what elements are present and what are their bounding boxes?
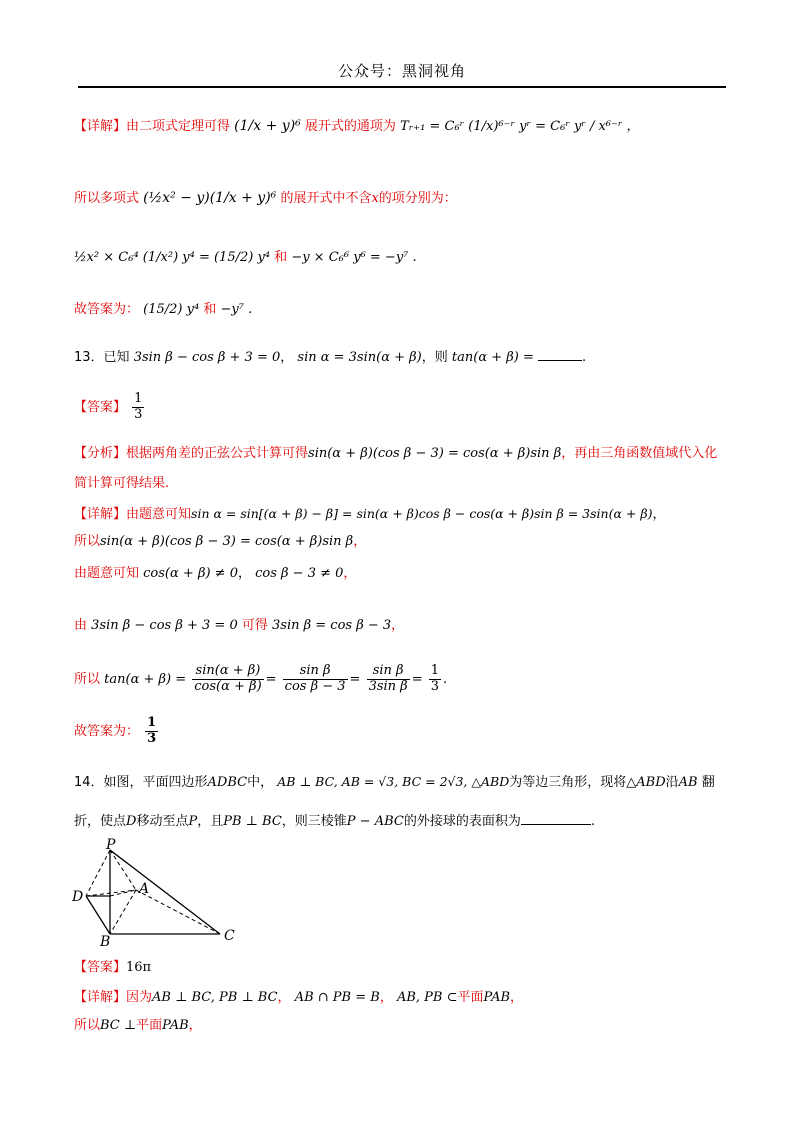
fraction <box>367 664 410 695</box>
math-term: ADBC <box>207 775 248 790</box>
label-a: A <box>139 881 150 897</box>
denominator: 3 <box>430 678 439 694</box>
numerator: 1 <box>134 391 143 406</box>
answer-blank <box>538 359 582 361</box>
text-segment: 由二项式定理可得 <box>126 119 231 134</box>
denominator: 3sin β <box>368 678 408 694</box>
answer-formula: (15/2) y⁴ <box>143 302 200 317</box>
text-segment: 所以 <box>74 1018 101 1033</box>
solution-line-polynomial <box>74 190 457 207</box>
answer-line-14 <box>74 960 151 976</box>
label-c: C <box>224 928 235 944</box>
math-term: P − ABC <box>346 814 404 829</box>
text-segment: 和 <box>203 302 217 317</box>
text-segment: ， <box>237 566 251 581</box>
answer-line-13-final <box>74 716 160 747</box>
numerator: 1 <box>430 663 439 678</box>
fraction <box>283 664 348 695</box>
text-segment: 移动至点 <box>136 814 189 829</box>
label-b: B <box>100 934 111 950</box>
detail-label: 【详解】 <box>74 990 127 1005</box>
edge-pd <box>86 850 110 896</box>
text-segment: 翻 <box>701 775 715 790</box>
edge-d-a <box>86 890 136 896</box>
text-segment: 平面 <box>136 1018 163 1033</box>
text-segment: ， <box>379 990 393 1005</box>
text-segment: ， <box>510 990 524 1005</box>
question-14-cont <box>74 814 595 830</box>
text-segment: 折，使点 <box>74 814 127 829</box>
text-segment: 所以 <box>74 671 101 687</box>
detail-line-14b <box>74 1018 202 1034</box>
denominator: cos β − 3 <box>284 678 346 694</box>
text-segment: ， <box>343 566 357 581</box>
detail-line-14 <box>74 990 523 1006</box>
detail-formula: tan(α + β) = <box>104 671 187 687</box>
label-d: D <box>72 889 84 905</box>
detail-line-13c <box>74 566 356 582</box>
term-one-formula: ½x² × C₆⁴ (1/x²) y⁴ = (15/2) y⁴ <box>74 250 271 265</box>
text-segment: ，且 <box>197 814 224 829</box>
text-segment: ，则三棱锥 <box>281 814 347 829</box>
text-segment: 为等边三角形，现将 <box>509 775 627 790</box>
condition-formula: sin α = 3sin(α + β) <box>297 350 422 365</box>
text-segment: . <box>443 671 448 687</box>
text-segment: ，则 <box>421 350 448 365</box>
solution-line-terms <box>74 250 417 266</box>
math-term: P <box>188 814 198 829</box>
edge-ab <box>110 890 136 934</box>
answer-prefix: 故答案为： <box>74 723 140 739</box>
general-term-formula: Tᵣ₊₁ = C₆ʳ (1/x)⁶⁻ʳ yʳ = C₆ʳ yʳ / x⁶⁻ʳ ， <box>400 119 640 134</box>
text-segment: 所以多项式 <box>74 191 140 206</box>
text-segment: ， <box>188 1018 202 1033</box>
text-segment: ， <box>280 350 294 365</box>
detail-formula: AB ∩ PB = B <box>294 990 380 1005</box>
detail-formula: 3sin β = cos β − 3 <box>272 618 392 633</box>
condition-formula: 3sin β − cos β + 3 = 0 <box>133 350 281 365</box>
answer-fraction <box>132 392 144 423</box>
question-13 <box>74 350 586 366</box>
answer-blank <box>521 823 591 825</box>
text-segment: 所以 <box>74 534 101 549</box>
detail-line-13e: 所以 tan(α + β) = $\frac{\sin(\alpha + \beta)}{\cos(\alpha + \beta)}$ = $\frac{\text{sin β}}{\text{cos β − 3}}$ = $\frac{\text{sin β}}{\text{3sin β}}$ = $\frac{1}{3}$ . <box>74 663 448 694</box>
denominator: 3 <box>147 730 157 746</box>
target-formula: tan(α + β) = <box>451 350 534 365</box>
denominator: cos(α + β) <box>194 678 262 694</box>
numerator: sin(α + β) <box>192 664 263 680</box>
detail-formula: sin α = sin[(α + β) − β] = sin(α + β)cos β − cos(α + β)sin β = 3sin(α + β) <box>191 506 653 521</box>
detail-formula: BC ⊥ <box>100 1018 137 1033</box>
detail-line-13 <box>74 506 665 523</box>
text-segment: 由 <box>74 618 88 633</box>
text-segment: 简计算可得结果. <box>74 476 170 491</box>
detail-formula: sin(α + β)(cos β − 3) = cos(α + β)sin β <box>100 534 354 549</box>
binomial-expression: (1/x + y)⁶ <box>234 118 301 134</box>
math-term: AB <box>678 775 698 790</box>
text-segment: . <box>582 350 587 365</box>
detail-formula: PAB <box>483 990 511 1005</box>
page-header-title: 公众号：黑洞视角 <box>337 62 466 80</box>
polynomial-expression: (½x² − y)(1/x + y)⁶ <box>143 190 277 206</box>
question-14 <box>74 774 715 791</box>
text-segment: 中， <box>247 775 274 790</box>
header-divider <box>78 86 726 88</box>
text-segment: 平面 <box>457 990 484 1005</box>
text-segment: 由题意可知 <box>74 566 140 581</box>
answer-label: 【答案】 <box>74 399 127 415</box>
fraction <box>192 664 263 695</box>
text-segment: 沿 <box>665 775 679 790</box>
text-segment: 根据两角差的正弦公式计算可得 <box>126 446 309 461</box>
text-segment: 14．如图，平面四边形 <box>74 775 208 790</box>
fraction <box>429 664 441 695</box>
text-segment: ，再由三角函数值域代入化 <box>561 446 718 461</box>
detail-formula: cos(α + β) ≠ 0 <box>143 566 238 581</box>
text-segment: 由题意可知 <box>126 507 192 522</box>
answer-value: 16π <box>126 960 152 975</box>
answer-line-13 <box>74 392 146 423</box>
analysis-formula: sin(α + β)(cos β − 3) = cos(α + β)sin β <box>308 446 562 461</box>
numerator: sin β <box>283 664 348 680</box>
math-term: D <box>126 814 137 829</box>
math-term: PB ⊥ BC <box>223 814 282 829</box>
variable-x: x <box>371 191 379 206</box>
answer-prefix: 故答案为： <box>74 302 140 317</box>
answer-fraction <box>145 716 158 747</box>
question-number: 13．已知 <box>74 350 130 365</box>
text-segment: ， <box>353 534 367 549</box>
detail-label: 【详解】 <box>74 119 127 134</box>
answer-line-12 <box>74 302 252 318</box>
text-segment: 因为 <box>126 990 153 1005</box>
analysis-label: 【分析】 <box>74 446 127 461</box>
pyramid-figure <box>68 838 248 950</box>
edge-db <box>86 896 110 934</box>
condition-formula: AB ⊥ BC, AB = √3, BC = 2√3, △ABD <box>277 774 510 789</box>
text-segment: 的外接球的表面积为 <box>403 814 521 829</box>
math-term: △ABD <box>626 775 666 790</box>
detail-label: 【详解】 <box>74 507 127 522</box>
edge-pa <box>110 850 136 890</box>
term-two-formula: −y × C₆⁶ y⁶ = −y⁷ . <box>291 250 417 265</box>
detail-formula: cos β − 3 ≠ 0 <box>255 566 344 581</box>
detail-line-13b <box>74 534 366 550</box>
detail-formula: AB, PB ⊂ <box>396 990 458 1005</box>
text-segment: 的展开式中不含 <box>280 191 372 206</box>
answer-label: 【答案】 <box>74 960 127 975</box>
detail-line-13d <box>74 618 404 634</box>
label-p: P <box>106 838 116 853</box>
text-segment: 展开式的通项为 <box>304 119 396 134</box>
detail-formula: PAB <box>162 1018 189 1033</box>
text-segment: 可得 <box>241 618 268 633</box>
analysis-line-13-cont <box>74 476 169 492</box>
solution-line-binomial <box>74 118 640 135</box>
text-segment: ， <box>277 990 291 1005</box>
text-segment: ， <box>652 507 666 522</box>
analysis-line-13 <box>74 446 717 462</box>
detail-formula: AB ⊥ BC, PB ⊥ BC <box>152 990 278 1005</box>
text-segment: 的项分别为： <box>378 191 457 206</box>
text-segment: ， <box>391 618 405 633</box>
numerator: 1 <box>147 715 157 730</box>
denominator: 3 <box>134 406 143 422</box>
text-segment: 和 <box>274 250 288 265</box>
numerator: sin β <box>367 664 410 680</box>
text-segment: . <box>590 814 595 829</box>
answer-formula: −y⁷ . <box>220 302 253 317</box>
detail-formula: 3sin β − cos β + 3 = 0 <box>91 618 238 633</box>
